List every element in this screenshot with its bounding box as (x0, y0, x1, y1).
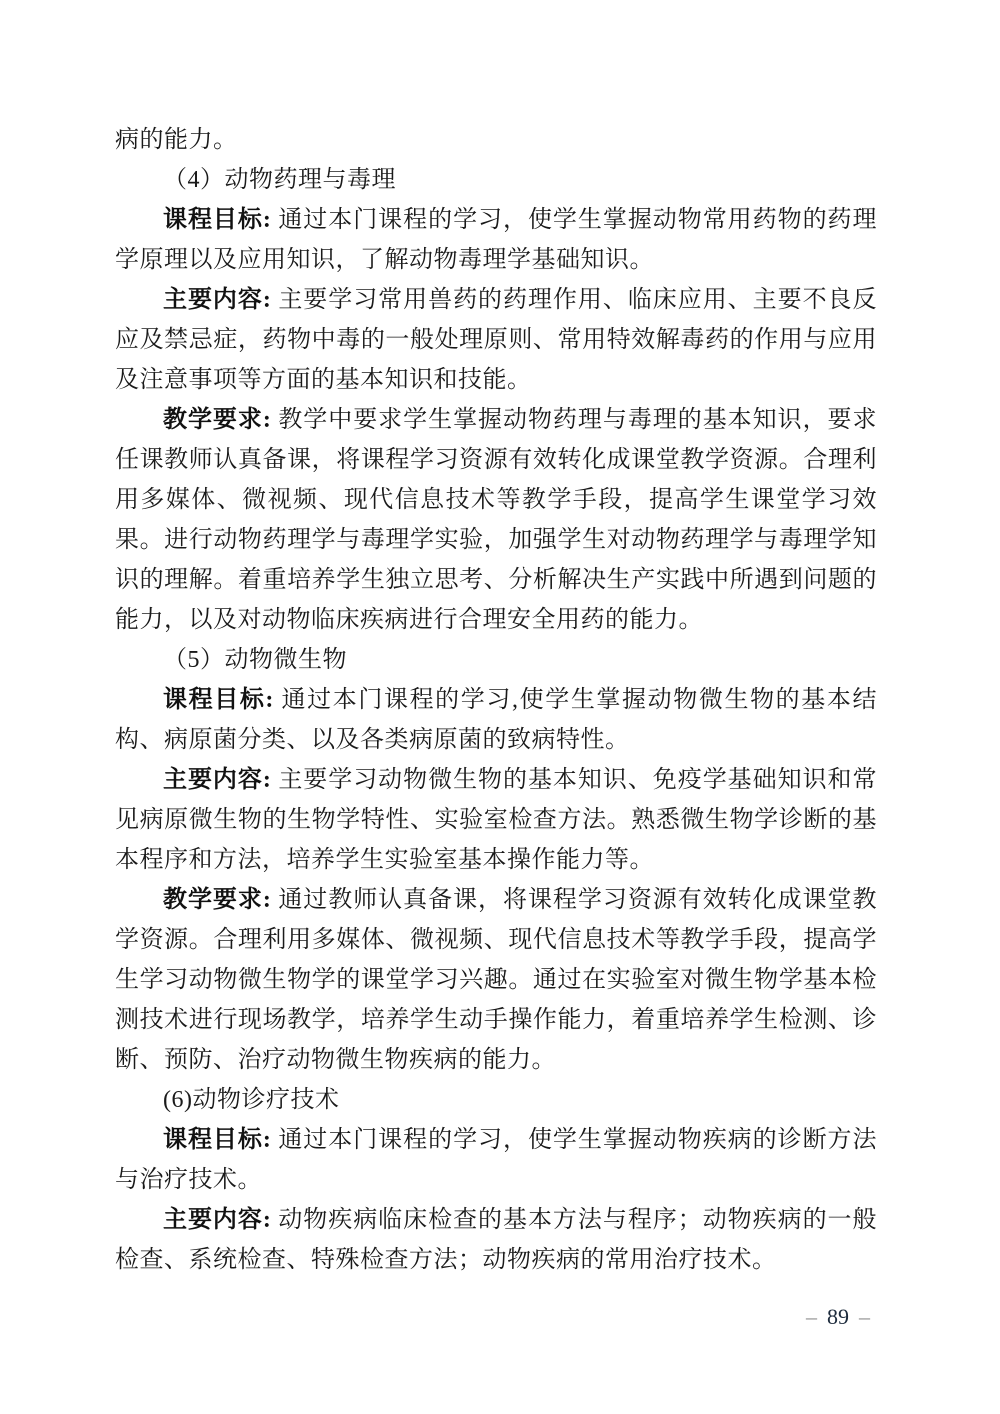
labeled-paragraph: 课程目标: 通过本门课程的学习,使学生掌握动物微生物的基本结构、病原菌分类、以及各类病原菌的致病特性。 (115, 687, 877, 753)
paragraph-label: 课程目标: (163, 207, 272, 233)
page-number: 89 (827, 1304, 849, 1329)
paragraph-label: 课程目标: (163, 1127, 272, 1153)
paragraph-label: 主要内容: (163, 1207, 272, 1233)
section-heading: （5）动物微生物 (163, 647, 347, 673)
labeled-paragraph: 教学要求: 教学中要求学生掌握动物药理与毒理的基本知识，要求任课教师认真备课，将课程学习资源有效转化成课堂教学资源。合理利用多媒体、微视频、现代信息技术等教学手段，提高学生课堂学习效果。进行动物药理学与毒理学实验，加强学生对动物药理学与毒理学知识的理解。着重培养学生独立思考、分析解决生产实践中所遇到问题的能力，以及对动物临床疾病进行合理安全用药的能力。 (115, 407, 878, 633)
page-number-dash-right: – (859, 1304, 870, 1329)
labeled-paragraph: 主要内容: 动物疾病临床检查的基本方法与程序；动物疾病的一般检查、系统检查、特殊检查方法；动物疾病的常用治疗技术。 (115, 1207, 878, 1273)
labeled-paragraph: 主要内容: 主要学习动物微生物的基本知识、免疫学基础知识和常见病原微生物的生物学特性、实验室检查方法。熟悉微生物学诊断的基本程序和方法，培养学生实验室基本操作能力等。 (115, 767, 878, 873)
labeled-paragraph: 主要内容: 主要学习常用兽药的药理作用、临床应用、主要不良反应及禁忌症，药物中毒的一般处理原则、常用特效解毒药的作用与应用及注意事项等方面的基本知识和技能。 (115, 287, 878, 393)
document-body (115, 120, 877, 1280)
section-heading: (6)动物诊疗技术 (163, 1087, 340, 1113)
paragraph-label: 课程目标: (163, 687, 274, 713)
page-number-dash-left: – (806, 1304, 817, 1329)
paragraph: 病的能力。 (115, 127, 238, 153)
section-heading: （4）动物药理与毒理 (163, 167, 396, 193)
paragraph-label: 教学要求: (163, 887, 272, 913)
labeled-paragraph: 课程目标: 通过本门课程的学习，使学生掌握动物常用药物的药理学原理以及应用知识，了解动物毒理学基础知识。 (115, 207, 878, 273)
page-footer (802, 1303, 874, 1331)
paragraph-label: 教学要求: (163, 407, 272, 433)
paragraph-label: 主要内容: (163, 767, 272, 793)
labeled-paragraph: 教学要求: 通过教师认真备课，将课程学习资源有效转化成课堂教学资源。合理利用多媒体、微视频、现代信息技术等教学手段，提高学生学习动物微生物学的课堂学习兴趣。通过在实验室对微生物学基本检测技术进行现场教学，培养学生动手操作能力，着重培养学生检测、诊断、预防、治疗动物微生物疾病的能力。 (115, 887, 878, 1073)
labeled-paragraph: 课程目标: 通过本门课程的学习，使学生掌握动物疾病的诊断方法与治疗技术。 (115, 1127, 878, 1193)
paragraph-label: 主要内容: (163, 287, 272, 313)
